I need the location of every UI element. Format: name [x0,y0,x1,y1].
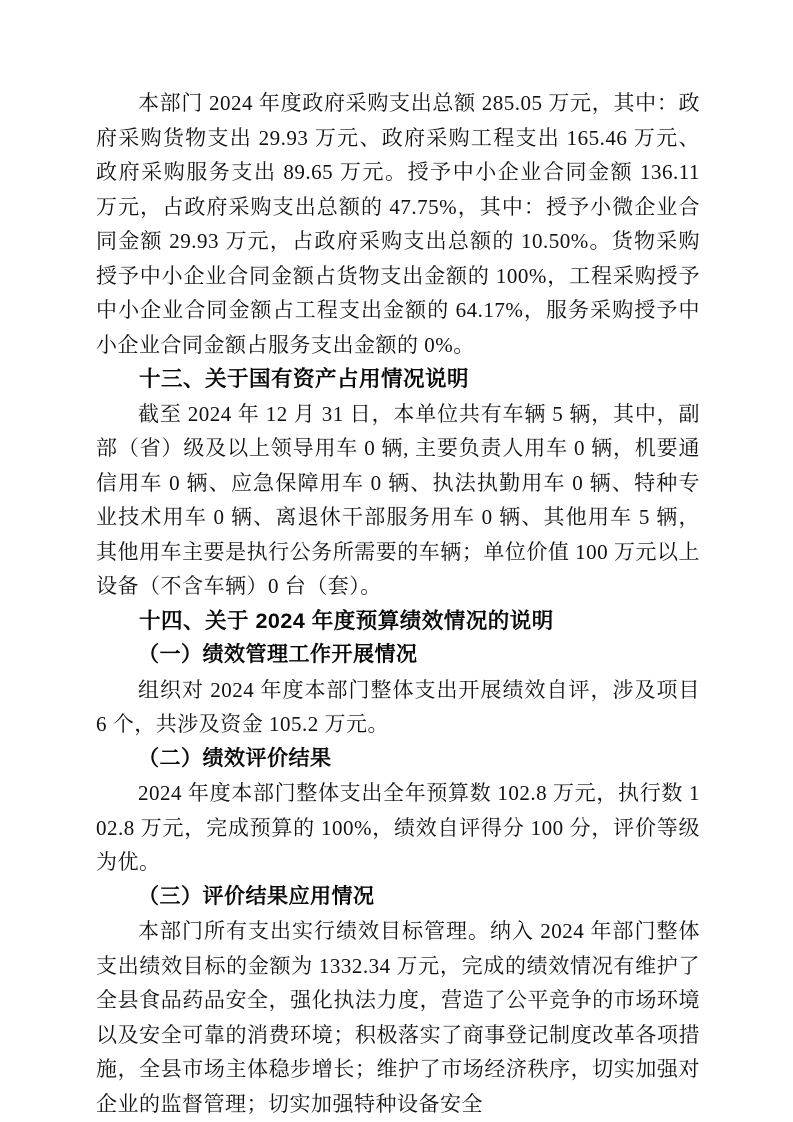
sub-heading-3-results-application: （三）评价结果应用情况 [138,884,375,908]
section-heading-13-state-assets: 十三、关于国有资产占用情况说明 [139,367,470,391]
paragraph-evaluation-results: 2024 年度本部门整体支出全年预算数 102.8 万元，执行数 102.8 万元，完成预算的 100%，绩效自评得分 100 分，评价等级为优。 [96,781,700,874]
sub-heading-2-evaluation-results: （二）绩效评价结果 [138,746,332,770]
paragraph-self-evaluation: 组织对 2024 年度本部门整体支出开展绩效自评，涉及项目 6 个，共涉及资金 105.2 万元。 [96,677,700,736]
paragraph-results-application: 本部门所有支出实行绩效目标管理。纳入 2024 年部门整体支出绩效目标的金额为 1332.34 万元，完成的绩效情况有维护了全县食品药品安全，强化执法力度，营造了公平竞争的市场环境以及安全可靠的消费环境；积极落实了商事登记制度改革各项措施，全县市场主体稳步增长；维护了市场经济秩序，切实加强对企业的监督管理；切实加强特种设备安全 [96,919,700,1116]
sub-heading-1-performance-management: （一）绩效管理工作开展情况 [138,643,418,666]
paragraph-vehicles-equipment: 截至 2024 年 12 月 31 日，本单位共有车辆 5 辆，其中，副部（省）级及以上领导用车 0 辆, 主要负责人用车 0 辆，机要通信用车 0 辆、应急保障用车 0 辆、执法执勤用车 0 辆、特种专业技术用车 0 辆、离退休干部服务用车 0 辆、其他用车 5 辆，其他用车主要是执行公务所需要的车辆；单位价值 100 万元以上设备（不含车辆）0 台（套）。 [96,401,700,598]
paragraph-government-procurement: 本部门 2024 年度政府采购支出总额 285.05 万元，其中：政府采购货物支出 29.93 万元、政府采购工程支出 165.46 万元、政府采购服务支出 89.65 万元。授予中小企业合同金额 136.11 万元，占政府采购支出总额的 47.75%，其中：授予小微企业合同金额 29.93 万元，占政府采购支出总额的 10.50%。货物采购授予中小企业合同金额占货物支出金额的 100%，工程采购授予中小企业合同金额占工程支出金额的 64.17%，服务采购授予中小企业合同金额占服务支出金额的 0%。 [96,91,701,357]
section-heading-14-budget-performance: 十四、关于 2024 年度预算绩效情况的说明 [139,608,554,633]
document-content [96,86,700,1121]
